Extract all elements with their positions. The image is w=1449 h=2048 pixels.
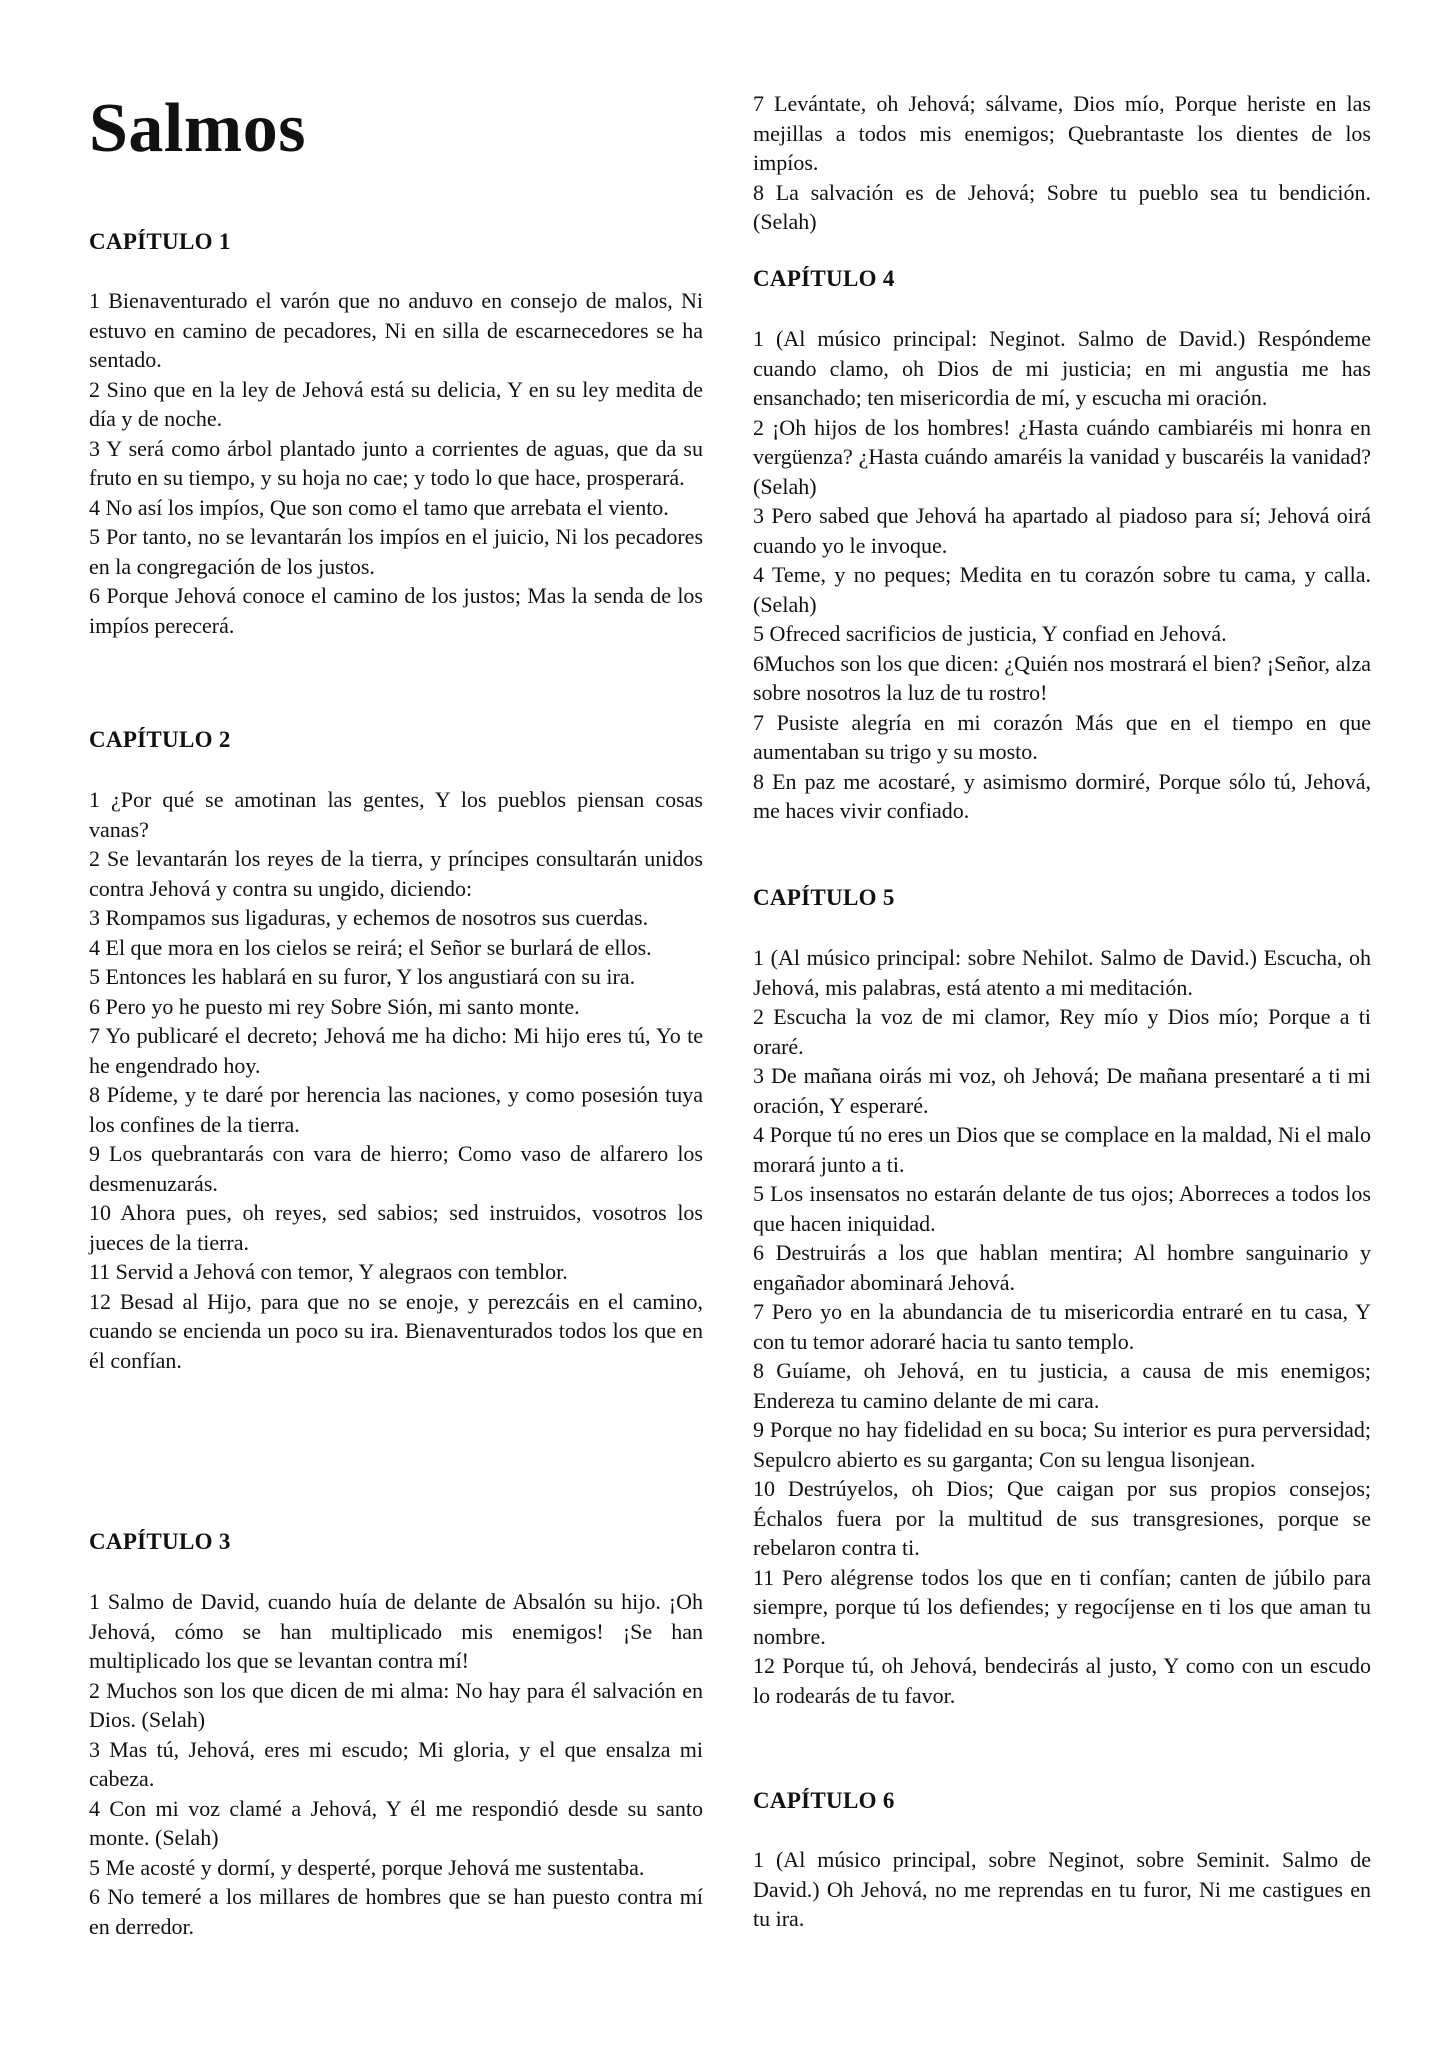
verse: 5 Ofreced sacrificios de justicia, Y confiad en Jehová. [753,621,1227,646]
verse: 2 Se levantarán los reyes de la tierra, y príncipes consultarán unidos contra Jehová y contra su ungido, diciendo: [89,846,703,901]
chapter-heading: CAPÍTULO 6 [753,1788,895,1813]
verse: 3 Rompamos sus ligaduras, y echemos de nosotros sus cuerdas. [89,905,649,930]
verse: 1 (Al músico principal: sobre Nehilot. Salmo de David.) Escucha, oh Jehová, mis palabras, está atento a mi meditación. [753,945,1371,1000]
chapter-heading: CAPÍTULO 2 [89,727,231,752]
verse: 8 Guíame, oh Jehová, en tu justicia, a causa de mis enemigos; Endereza tu camino delante de mi cara. [753,1358,1371,1413]
chapter-heading: CAPÍTULO 5 [753,885,895,910]
verse: 6 Destruirás a los que hablan mentira; Al hombre sanguinario y engañador abominará Jehová. [753,1240,1371,1295]
verse: 4 No así los impíos, Que son como el tamo que arrebata el viento. [89,494,669,520]
verse: 1 Salmo de David, cuando huía de delante de Absalón su hijo. ¡Oh Jehová, cómo se han multiplicado mis enemigos! ¡Se han multiplicado los que se levantan contra mí! [89,1589,703,1673]
verse: 4 Porque tú no eres un Dios que se complace en la maldad, Ni el malo morará junto a ti. [753,1122,1371,1177]
chapter-5-verses [753,943,1371,1710]
verse: 5 Entonces les hablará en su furor, Y los angustiará con su ira. [89,964,636,989]
verse: 9 Porque no hay fidelidad en su boca; Su interior es pura perversidad; Sepulcro abierto es su garganta; Con su lengua lisonjean. [753,1417,1371,1472]
verse: 2 Escucha la voz de mi clamor, Rey mío y Dios mío; Porque a ti oraré. [753,1004,1371,1059]
verse: 10 Ahora pues, oh reyes, sed sabios; sed instruidos, vosotros los jueces de la tierra. [89,1200,703,1255]
verse: 4 Con mi voz clamé a Jehová, Y él me respondió desde su santo monte. (Selah) [89,1795,703,1850]
verse: 1 (Al músico principal: Neginot. Salmo de David.) Respóndeme cuando clamo, oh Dios de mi justicia; en mi angustia me has ensanchado; ten misericordia de mí, y escucha mi oración. [753,326,1371,410]
verse: 6 No temeré a los millares de hombres que se han puesto contra mí en derredor. [89,1884,703,1939]
verse: 7 Pero yo en la abundancia de tu misericordia entraré en tu casa, Y con tu temor adoraré hacia tu santo templo. [753,1299,1371,1354]
verse: 2 Sino que en la ley de Jehová está su delicia, Y en su ley medita de día y de noche. [89,376,703,431]
verse: 3 Y será como árbol plantado junto a corrientes de aguas, que da su fruto en su tiempo, y su hoja no cae; y todo lo que hace, prosperará. [89,435,703,490]
verse: 3 Mas tú, Jehová, eres mi escudo; Mi gloria, y el que ensalza mi cabeza. [89,1736,703,1791]
verse: 8 En paz me acostaré, y asimismo dormiré, Porque sólo tú, Jehová, me haces vivir confiado. [753,768,1371,823]
verse: 5 Me acosté y dormí, y desperté, porque Jehová me sustentaba. [89,1854,645,1880]
verse: 4 Teme, y no peques; Medita en tu corazón sobre tu cama, y calla. (Selah) [753,562,1371,617]
chapter-3-verses-continued [753,89,1371,237]
chapter-4-verses [753,324,1371,826]
verse: 11 Servid a Jehová con temor, Y alegraos con temblor. [89,1259,568,1284]
verse: 6Muchos son los que dicen: ¿Quién nos mostrará el bien? ¡Señor, alza sobre nosotros la luz de tu rostro! [753,650,1371,705]
chapter-heading: CAPÍTULO 4 [753,266,895,291]
verse: 6 Pero yo he puesto mi rey Sobre Sión, mi santo monte. [89,993,580,1019]
verse: 5 Por tanto, no se levantarán los impíos en el juicio, Ni los pecadores en la congregación de los justos. [89,524,703,579]
verse: 8 Pídeme, y te daré por herencia las naciones, y como posesión tuya los confines de la tierra. [89,1082,703,1137]
verse: 1 ¿Por qué se amotinan las gentes, Y los pueblos piensan cosas vanas? [89,787,703,842]
verse: 4 El que mora en los cielos se reirá; el Señor se burlará de ellos. [89,934,652,960]
chapter-2-verses [89,785,703,1375]
book-title: Salmos [89,90,306,167]
chapter-heading: CAPÍTULO 1 [89,229,231,254]
chapter-3-verses [89,1587,703,1941]
verse: 2 ¡Oh hijos de los hombres! ¿Hasta cuándo cambiaréis mi honra en vergüenza? ¿Hasta cuándo amaréis la vanidad y buscaréis la vanidad? (Selah) [753,414,1371,499]
verse: 8 La salvación es de Jehová; Sobre tu pueblo sea tu bendición. (Selah) [753,179,1371,234]
verse: 3 De mañana oirás mi voz, oh Jehová; De mañana presentaré a ti mi oración, Y esperaré. [753,1063,1371,1118]
verse: 1 Bienaventurado el varón que no anduvo en consejo de malos, Ni estuvo en camino de pecadores, Ni en silla de escarnecedores se ha sentado. [89,288,703,372]
chapter-6-verses [753,1845,1371,1934]
verse: 12 Besad al Hijo, para que no se enoje, y perezcáis en el camino, cuando se encienda un poco su ira. Bienaventurados todos los que en él confían. [89,1288,703,1373]
verse: 3 Pero sabed que Jehová ha apartado al piadoso para sí; Jehová oirá cuando yo le invoque. [753,503,1371,558]
verse: 7 Pusiste alegría en mi corazón Más que en el tiempo en que aumentaban su trigo y su mosto. [753,709,1371,764]
verse: 6 Porque Jehová conoce el camino de los justos; Mas la senda de los impíos perecerá. [89,583,703,638]
verse: 11 Pero alégrense todos los que en ti confían; canten de júbilo para siempre, porque tú los defiendes; y regocíjense en ti los que aman tu nombre. [753,1564,1371,1649]
chapter-1-verses [89,286,703,640]
verse: 7 Yo publicaré el decreto; Jehová me ha dicho: Mi hijo eres tú, Yo te he engendrado hoy. [89,1023,703,1078]
verse: 2 Muchos son los que dicen de mi alma: No hay para él salvación en Dios. (Selah) [89,1677,703,1732]
verse: 9 Los quebrantarás con vara de hierro; Como vaso de alfarero los desmenuzarás. [89,1141,703,1196]
verse: 10 Destrúyelos, oh Dios; Que caigan por sus propios consejos; Échalos fuera por la multitud de sus transgresiones, porque se rebelaron contra ti. [753,1476,1371,1560]
chapter-heading: CAPÍTULO 3 [89,1529,231,1554]
verse: 5 Los insensatos no estarán delante de tus ojos; Aborreces a todos los que hacen iniquidad. [753,1181,1371,1236]
verse: 12 Porque tú, oh Jehová, bendecirás al justo, Y como con un escudo lo rodearás de tu favor. [753,1653,1371,1708]
verse: 1 (Al músico principal, sobre Neginot, sobre Seminit. Salmo de David.) Oh Jehová, no me reprendas en tu furor, Ni me castigues en tu ira. [753,1847,1371,1931]
verse: 7 Levántate, oh Jehová; sálvame, Dios mío, Porque heriste en las mejillas a todos mis enemigos; Quebrantaste los dientes de los impíos. [753,91,1371,175]
